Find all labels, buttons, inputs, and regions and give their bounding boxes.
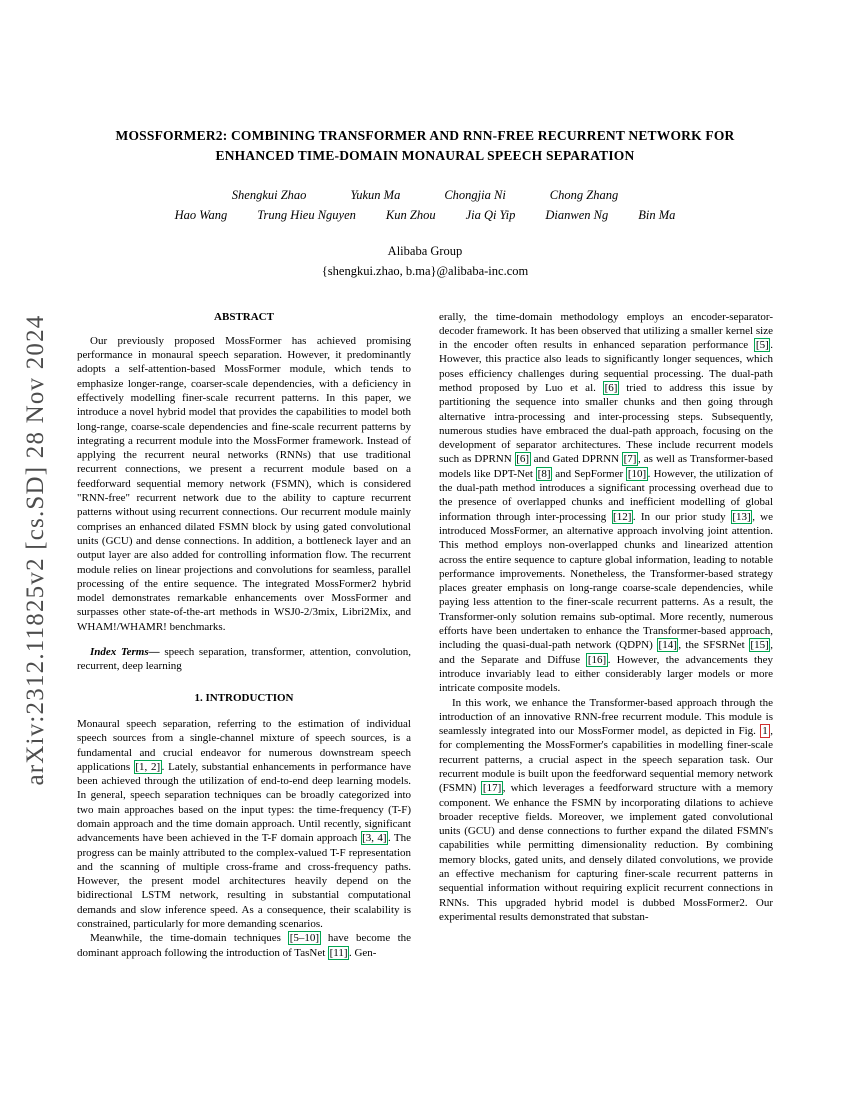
figure-ref-link[interactable]: 1	[760, 724, 771, 738]
citation-link[interactable]: [17]	[482, 782, 502, 795]
author-name: Chongjia Ni	[444, 187, 506, 202]
paper-title: MOSSFORMER2: COMBINING TRANSFORMER AND RNN-FREE RECURRENT NETWORK FOR ENHANCED TIME-DOMAIN MONAURAL SPEECH SEPARATION	[115, 128, 735, 164]
citation-link[interactable]: [14]	[658, 639, 677, 652]
citation-link[interactable]: [16]	[587, 653, 607, 666]
contact-email: {shengkui.zhao, b.ma}@alibaba-inc.com	[321, 263, 529, 278]
author-name: Trung Hieu Nguyen	[257, 207, 356, 222]
author-name: Dianwen Ng	[545, 207, 609, 222]
intro-paragraph-2: Meanwhile, the time-domain techniques [5–10] have become the dominant approach following the introduction of TasNet [11] . Gen-	[77, 932, 412, 959]
section-heading-introduction: 1. INTRODUCTION	[194, 691, 294, 704]
index-terms-list: speech separation, transformer, attention, convolution, recurrent, deep learning	[77, 646, 411, 673]
author-name: Hao Wang	[174, 207, 228, 222]
author-name: Yukun Ma	[350, 187, 401, 202]
citation-link[interactable]: [7]	[623, 453, 637, 466]
citation-link[interactable]: [1, 2]	[135, 760, 161, 773]
citation-link[interactable]: [5]	[755, 339, 769, 352]
intro-paragraph-2-continued: erally, the time-domain methodology employs an encoder-separator-decoder framework. It has been observed that utilizing a smaller kernel size in the encoder often results in enhanced separation performance [5] . However, this practice also leads to significantly longer sequences, which poses efficiency challenges during sequential processing. The dual-path method proposed by Luo et al. [6] tried to address this issue by partitioning the sequence into smaller chunks and then going through alternative intra-processing and inter-processing steps. Subsequently, numerous studies have embraced the dual-path approach, focusing on the development of separator architectures. These include recurrent models such as DPRNN [6] and Gated DPRNN [7] , as well as Transformer-based models like DPT-Net [8] and SepFormer [10] . However, the utilization of the dual-path method introduces a significant processing overhead due to the presence of overlapped chunks and inefficient modelling of global information through inter-processing [12] . In our prior study [13] , we introduced MossFormer, an alternative approach involving joint attention. This method employs non-overlapped chunks and linearized attention across the entire sequence to capture global information, leading to notable performance improvements. Nonetheless, the Transformer-based strategy places greater emphasis on long-range coarse-scale dependencies, while paying less attention to the finer-scale recurrent patterns. As a result, the Transformer-only solution remains sub-optimal. More recently, numerous efforts have been undertaken to enhance the Transformer-based approach, including the quasi-dual-path network (QDPN) [14] , the SFSRNet [15] , and the Separate and Diffuse [16] . However, the advancements they introduce invariably lead to either considerably larger models or more intricate composite models.	[439, 310, 774, 695]
citation-link[interactable]: [5–10]	[289, 932, 320, 945]
intro-paragraph-3: In this work, we enhance the Transformer-based approach through the introduction of an innovative RNN-free recurrent module. This module is seamlessly integrated into our MossFormer model, as depicted in Fig. 1 , for complementing the MossFormer's capabilities in modelling finer-scale recurrent patterns, a crucial aspect in the speech separation task. Our recurrent module is built upon the feedforward sequential memory network (FSMN) [17] , which leverages a feedforward structure with a memory component. We enhance the FSMN by incorporating dilations to achieve broader receptive fields. Moreover, we implement gated convolutional units (GCU) and dense connections to further expand the dilated FSMN's capabilities while permitting dimensionality reduction. By combining memory blocks, gated units, and densely dilated convolutions, we provide an effective mechanism for capturing finer-scale recurrent patterns in sequential information without requiring explicit recurrent connections in RNNs. This upgraded hybrid model is dubbed MossFormer2. Our experimental results demonstrated that substan-	[439, 696, 773, 923]
index-terms-label: Index Terms—	[90, 646, 160, 659]
author-name: Kun Zhou	[385, 207, 436, 222]
citation-link[interactable]: [15]	[750, 639, 769, 652]
citation-link[interactable]: [13]	[732, 510, 751, 523]
left-column	[77, 310, 411, 960]
arxiv-watermark: arXiv:2312.11825v2 [cs.SD] 28 Nov 2024	[22, 314, 49, 786]
index-terms	[77, 645, 411, 674]
intro-paragraph-1: Monaural speech separation, referring to the estimation of individual speech sources from a single-channel mixture of speech sources, is a fundamental and crucial endeavor for numerous downstream speech applications [1, 2] . Lately, substantial enhancements in performance have been achieved through the utilization of end-to-end deep learning models. In general, speech separation techniques can be broadly categorized into two main approaches based on the input types: the time-frequency (T-F) domain approach and the time domain approach. Until recently, significant advancements have been achieved in the T-F domain approach [3, 4] . The progress can be mainly attributed to the complex-valued T-F representation and the scanning of multiple cross-frame and cross-frequency paths. However, the present model architectures heavily depend on the bidirectional LSTM network, resulting in substantial computational demands and slow inference speed. As a consequence, their scalability is constrained, particularly for more demanding scenarios.	[77, 717, 412, 931]
citation-link[interactable]: [10]	[627, 467, 647, 480]
author-name: Chong Zhang	[549, 187, 619, 202]
paper-header	[0, 0, 850, 279]
right-column	[439, 310, 773, 960]
authors-row-1	[0, 188, 850, 203]
affiliation: Alibaba Group	[387, 243, 463, 258]
citation-link[interactable]: [3, 4]	[362, 832, 387, 845]
author-name: Shengkui Zhao	[231, 187, 307, 202]
two-column-body	[0, 310, 850, 960]
author-name: Bin Ma	[638, 207, 676, 222]
author-name: Jia Qi Yip	[465, 207, 516, 222]
abstract-body: Our previously proposed MossFormer has achieved promising performance in monaural speech separation. However, it predominantly adopts a self-attention-based MossFormer module, which tends to emphasize longer-range, coarser-scale dependencies, with a deficiency in effectively modelling finer-scale recurrent patterns. In this paper, we introduce a novel hybrid model that provides the capabilities to model both long-range, coarse-scale dependencies and fine-scale recurrent patterns by integrating a recurrent module into the MossFormer framework. Instead of applying the recurrent neural networks (RNNs) that use traditional recurrent connections, we present a recurrent module based on a feedforward sequential memory network (FSMN), which is considered "RNN-free" recurrent network due to the ability to capture recurrent patterns without using recurrent connections. Our recurrent module mainly comprises an enhanced dilated FSMN block by using gated convolutional units (GCU) and dense connections. In addition, a bottleneck layer and an output layer are also added for controlling information flow. The recurrent module relies on linear projections and convolutions for seamless, parallel processing of the entire sequence. The integrated MossFormer2 hybrid model demonstrates remarkable enhancements over MossFormer and surpasses other state-of-the-art methods in WSJ0-2/3mix, Libri2Mix, and WHAM!/WHAMR! benchmarks.	[77, 334, 411, 633]
citation-link[interactable]: [12]	[613, 510, 632, 523]
citation-link[interactable]: [6]	[604, 381, 618, 394]
citation-link[interactable]: [8]	[537, 467, 551, 480]
citation-link[interactable]: [11]	[329, 946, 348, 959]
authors-row-2	[0, 208, 850, 223]
abstract-heading: ABSTRACT	[214, 310, 274, 323]
citation-link[interactable]: [6]	[516, 453, 530, 466]
